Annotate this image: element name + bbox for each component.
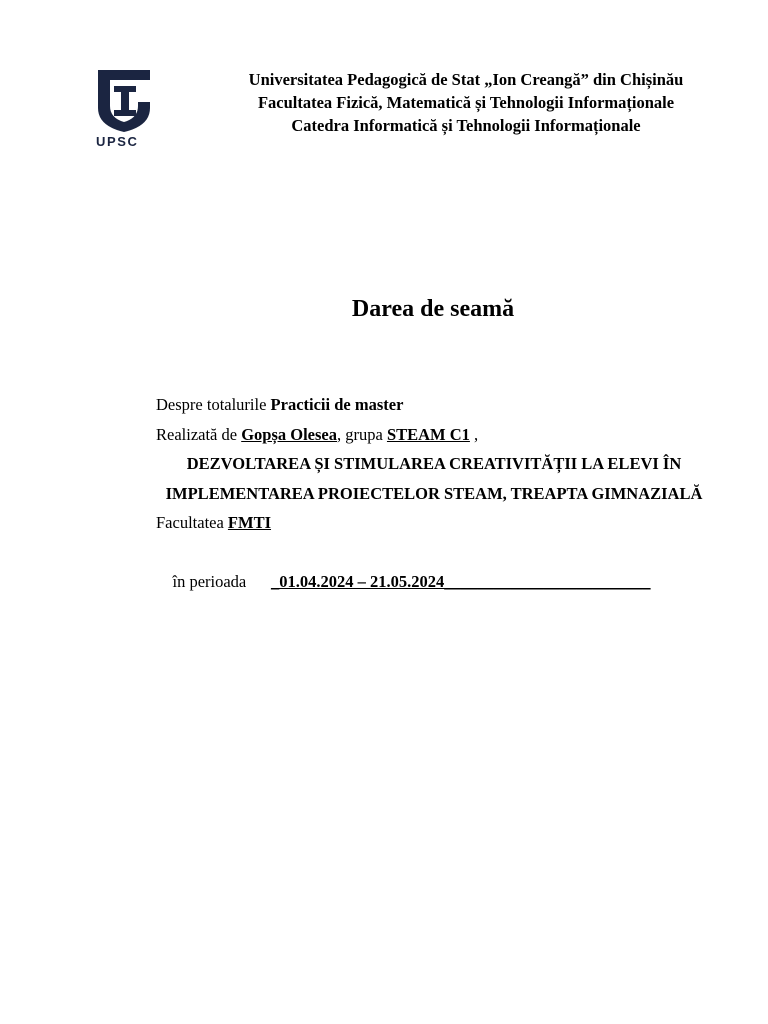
author-name: Gopșa Olesea [241, 424, 337, 444]
logo-wordmark: UPSC [96, 134, 139, 149]
group-prefix: , grupa [337, 424, 387, 444]
document-title: Darea de seamă [351, 296, 515, 322]
about-value: Practicii de master [270, 395, 404, 414]
about-line [156, 390, 712, 420]
upsc-emblem-icon [96, 68, 156, 132]
about-prefix: Despre totalurile [156, 395, 271, 414]
university-logo [96, 68, 156, 152]
report-details [156, 390, 712, 626]
group-suffix: , [469, 424, 479, 444]
author-line [156, 420, 712, 450]
period-line [156, 538, 712, 627]
author-prefix: Realizată de [156, 424, 242, 444]
faculty-name: Facultatea Fizică, Matematică și Tehnologii Informaționale [257, 93, 675, 112]
faculty-prefix: Facultatea [156, 513, 228, 532]
group-value: STEAM C1 [386, 424, 470, 444]
faculty-line [156, 508, 712, 538]
faculty-value: FMTI [227, 513, 272, 532]
period-prefix: în perioada [172, 572, 272, 591]
thesis-title: DEZVOLTAREA ȘI STIMULAREA CREATIVITĂȚII LA ELEVI ÎN IMPLEMENTAREA PROIECTELOR STEAM, TREAPTA GIMNAZIALĂ [165, 454, 703, 503]
document-header [216, 68, 716, 137]
period-value: _01.04.2024 – 21.05.2024_________________________ [271, 572, 651, 591]
university-name: Universitatea Pedagogică de Stat „Ion Creangă” din Chișinău [248, 70, 684, 89]
department-name: Catedra Informatică și Tehnologii Informaționale [291, 116, 641, 135]
